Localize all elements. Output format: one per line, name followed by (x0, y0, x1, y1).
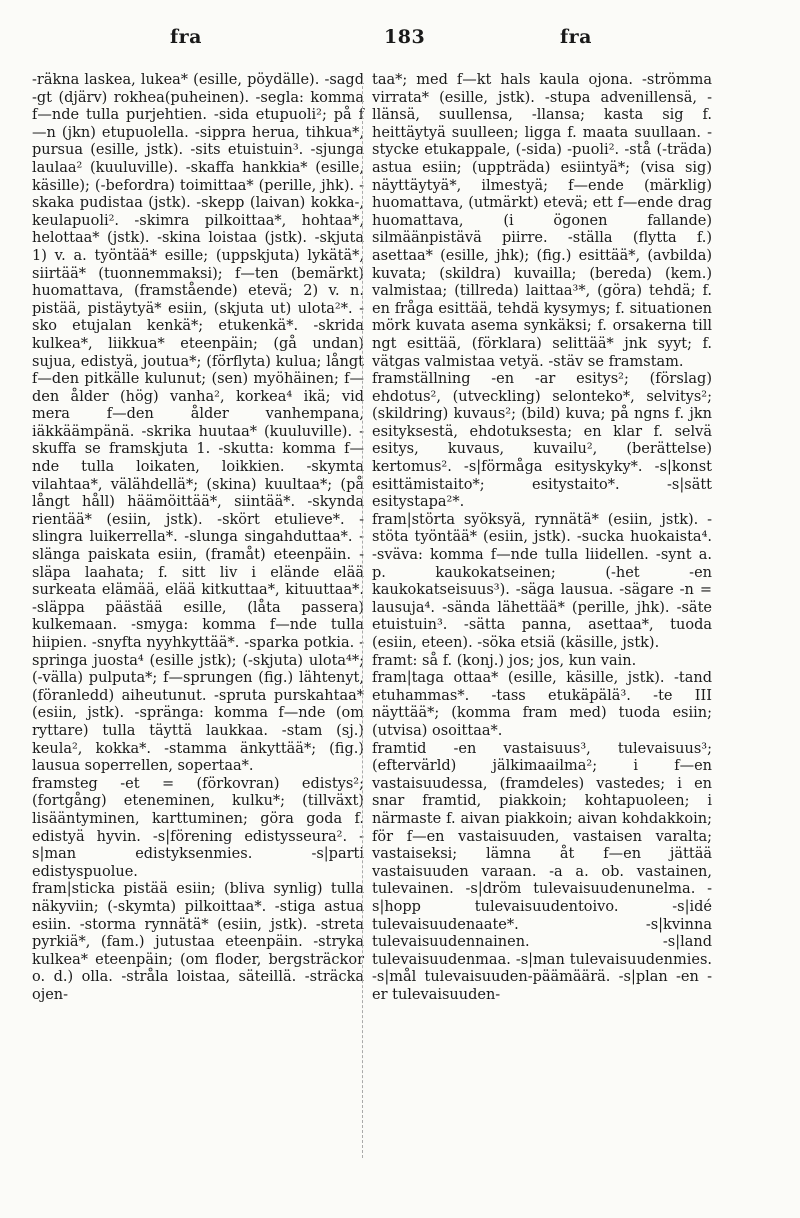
column-divider (362, 76, 363, 1158)
dictionary-entry: framt: så f. (konj.) jos; jos, kun vain. (372, 652, 637, 669)
dictionary-entry: -räkna laskea, lukea* (esille, pöydälle). -sagd -gt (djärv) rokhea(puheinen). -segla: komma f—nde tulla purjehtien. -sida etupuoli²; på f—n (jkn) etupuolella. -sippra herua, tihkua*, pursua (esille, jstk). -sits etuistuin³. -sjunga laulaa² (kuuluville). -skaffa hankkia* (esille, käsille); (-befordra) toimittaa* (perille, jhk). -skaka pudistaa (jstk). -skepp (laivan) kokka-, keulapuoli². -skimra pilkoittaa*, hohtaa*, helottaa* (jstk). -skina loistaa (jstk). -skjuta 1) v. a. työntää* esille; (uppskjuta) lykätä*, siirtää* (tuonnemmaksi); f—ten (bemärkt) huomattava, (framstående) etevä; 2) v. n. pistää, pistäytyä* esiin, (skjuta ut) ulota²*. -sko etujalan kenkä*; etukenkä*. -skrida kulkea*, liikkua* eteenpäin; (gå undan) sujua, edistyä, joutua*; (förflyta) kulua; långt f—den pitkälle kulunut; (sen) myöhäinen; f—den ålder (hög) vanha², korkea⁴ ikä; vid mera f—den ålder vanhempana, iäkkäämpänä. -skrika huutaa* (kuuluville). -skuffa se framskjuta 1. -skutta: komma f—nde tulla loikaten, loikkien. -skymta vilahtaa*, välähdellä*; (skina) kuultaa*; (på långt håll) häämöittää*, siintää*. -skynda rientää* (esiin, jstk). -skört etulieve*. -slingra luikerrella*. -slunga singahduttaa*. -slänga paiskata esiin, (framåt) eteenpäin. -släpa laahata; f. sitt liv i elände elää surkeata elämää, elää kitkuttaa*, kituuttaa*. -släppa päästää esille, (låta passera) kulkemaan. -smyga: komma f—nde tulla hiipien. -snyfta nyyhkyttää*. -sparka potkia. -springa juosta⁴ (esille jstk); (-skjuta) ulota⁴*; (-välla) pulputa*; f—sprungen (fig.) lähtenyt, (föranledd) aiheutunut. -spruta purskahtaa* (esiin, jstk). -spränga: komma f—nde (om ryttare) tulla täyttä laukkaa. -stam (sj.) keula², kokka*. -stamma änkyttää*; (fig.) lausua soperrellen, sopertaa*. (32, 72, 364, 775)
left-column (32, 72, 364, 1004)
dictionary-entry: fram|taga ottaa* (esille, käsille, jstk). -tand etuhammas*. -tass etukäpälä³. -te III näyttää*; (komma fram med) tuoda esiin; (utvisa) osoittaa*. (372, 670, 712, 739)
dictionary-entry: taa*; med f—kt hals kaula ojona. -strömma virrata* (esille, jstk). -stupa advenillensä, -llänsä, suullensa, -llansa; kasta sig f. heittäytyä suulleen; ligga f. maata suullaan. -stycke etukappale, (-sida) -puoli². -stå (-träda) astua esiin; (uppträda) esiintyä*; (visa sig) näyttäytyä*, ilmestyä; f—ende (märklig) huomattava, (utmärkt) etevä; ett f—ende drag huomattava, (i ögonen fallande) silmäänpistävä piirre. -ställa (flytta f.) asettaa* (esille, jhk); (fig.) esittää*, (avbilda) kuvata; (skildra) kuvailla; (bereda) (kem.) valmistaa; (tillreda) laittaa³*, (göra) tehdä; f. en fråga esittää, tehdä kysymys; f. situationen mörk kuvata asema synkäksi; f. orsakerna till ngt esittää, (förklara) selittää* jnk syyt; f. vätgas valmistaa vetyä. -stäv se framstam. (372, 72, 712, 370)
dictionary-entry: framsteg -et = (förkovran) edistys²; (fortgång) eteneminen, kulku*; (tillväxt) lisääntyminen, karttuminen; göra goda f. edistyä hyvin. -s|förening edistysseura². -s|man edistyksenmies. -s|parti edistyspuolue. (32, 775, 364, 880)
page-number: 183 (384, 26, 426, 48)
dictionary-entry: framtid -en vastaisuus³, tulevaisuus³; (eftervärld) jälkimaailma²; i f—en vastaisuudessa, (framdeles) vastedes; i en snar framtid, piakkoin; kohtapuoleen; i närmaste f. aivan piakkoin; aivan kohdakkoin; för f—en vastaisuuden, vastaisen varalta; vastaiseksi; lämna åt f—en jättää vastaisuuden varaan. -a a. ob. vastainen, tulevainen. -s|dröm tulevaisuudenunelma. -s|hopp tulevaisuudentoivo. -s|idé tulevaisuudenaate*. -s|kvinna tulevaisuudennainen. -s|land tulevaisuudenmaa. -s|man tulevaisuudenmies. -s|mål tulevaisuuden-päämäärä. -s|plan -en -er tulevaisuuden- (372, 740, 712, 1003)
dictionary-entry: fram|störta syöksyä, rynnätä* (esiin, jstk). -stöta työntää* (esiin, jstk). -sucka huokaista⁴. -sväva: komma f—nde tulla liidellen. -synt a. p. kaukokatseinen; (-het -en kaukokatseisuus³). -säga lausua. -sägare -n = lausuja⁴. -sända lähettää* (perille, jhk). -säte etuistuin³. -sätta panna, asettaa*, tuoda (esiin, eteen). -söka etsiä (käsille, jstk). (372, 511, 712, 651)
dictionary-entry: fram|sticka pistää esiin; (bliva synlig) tulla näkyviin; (-skymta) pilkoittaa*. -stiga astua esiin. -storma rynnätä* (esiin, jstk). -streta pyrkiä*, (fam.) jutustaa eteenpäin. -stryka kulkea* eteenpäin; (om floder, bergsträckor o. d.) olla. -stråla loistaa, säteillä. -sträcka ojen- (32, 881, 364, 1003)
dictionary-entry: framställning -en -ar esitys²; (förslag) ehdotus², (utveckling) selonteko*, selvitys²; (skildring) kuvaus²; (bild) kuva; på ngns f. jkn esityksestä, ehdotuksesta; en klar f. selvä esitys, kuvaus, kuvailu², (berättelse) kertomus². -s|förmåga esityskyky*. -s|konst esittämistaito*; esitystaito*. -s|sätt esitystapa²*. (372, 371, 712, 511)
right-guide-word: fra (560, 26, 592, 48)
right-column (372, 72, 712, 1004)
left-guide-word: fra (170, 26, 202, 48)
